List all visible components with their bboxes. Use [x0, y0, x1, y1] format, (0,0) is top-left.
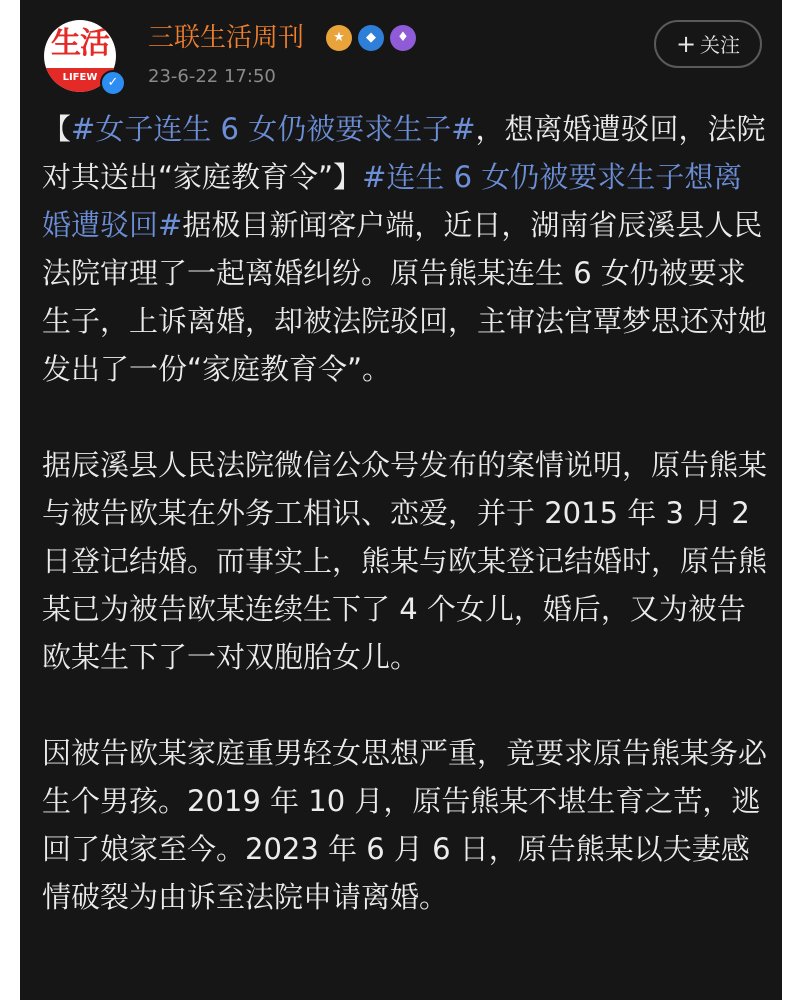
avatar-logo-subtext: LIFEW: [62, 72, 98, 83]
hashtag-link[interactable]: #连生 6 女仍被要求生子想离婚遭驳回#: [42, 160, 743, 242]
gold-medal-icon[interactable]: ★: [326, 25, 352, 51]
plus-icon: +: [675, 30, 697, 58]
verified-check-icon: ✓: [100, 70, 126, 96]
avatar-logo-text: 生活: [51, 26, 109, 61]
post-paragraph-2: 据辰溪县人民法院微信公众号发布的案情说明，原告熊某与被告欧某在外务工相识、恋爱，并于 2015 年 3 月 2 日登记结婚。而事实上，熊某与欧某登记结婚时，原告熊某已为被告欧某连续生下了 4 个女儿，婚后，又为被告欧某生下了一对双胞胎女儿。: [42, 448, 768, 674]
follow-button[interactable]: [654, 20, 762, 68]
post-body: [42, 105, 768, 969]
post-text: 据极目新闻客户端，近日，湖南省辰溪县人民法院审理了一起离婚纠纷。原告熊某连生 6 女仍被要求生子，上诉离婚，却被法院驳回，主审法官覃梦思还对她发出了一份“家庭教育令”。: [42, 208, 768, 386]
blue-badge-icon[interactable]: ◆: [358, 25, 384, 51]
bracket-open: 【: [42, 112, 72, 146]
post-timestamp: 23-6-22 17:50: [148, 66, 276, 87]
hashtag-link[interactable]: #女子连生 6 女仍被要求生子#: [71, 112, 476, 146]
post-paragraph-1: [42, 105, 768, 393]
post-paragraph-3: 因被告欧某家庭重男轻女思想严重，竟要求原告熊某务必生个男孩。2019 年 10 月，原告熊某不堪生育之苦，逃回了娘家至今。2023 年 6 月 6 日，原告熊某以夫妻感情破裂为由诉至法院申请离婚。: [42, 736, 768, 914]
weibo-post-screen: [20, 0, 782, 1000]
post-header: [20, 0, 782, 100]
badge-row: [326, 23, 416, 53]
purple-shield-icon[interactable]: ♦: [390, 25, 416, 51]
post-text: ，想离婚遭驳回，法院对其送出“家庭教育令”】: [42, 112, 766, 194]
follow-label: 关注: [700, 33, 741, 57]
account-name[interactable]: 三联生活周刊: [148, 23, 305, 53]
